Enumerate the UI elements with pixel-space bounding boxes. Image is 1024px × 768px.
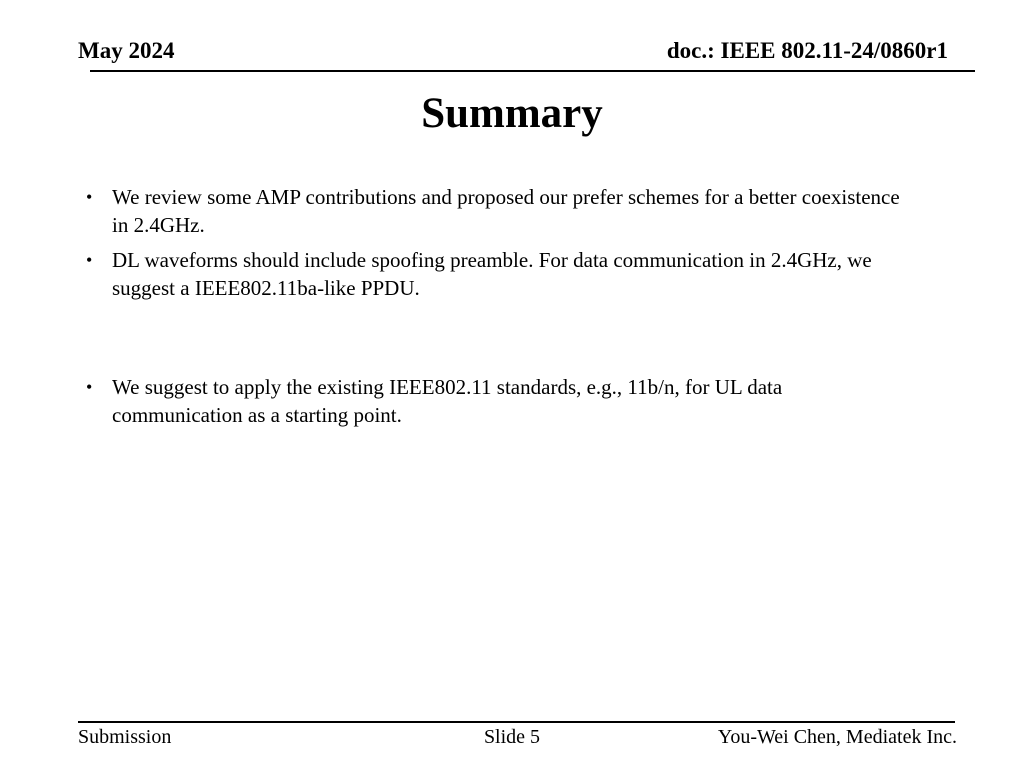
bullet-list (86, 183, 956, 436)
header-rule (90, 70, 975, 72)
footer-submission: Submission (78, 726, 172, 748)
bullet-item (86, 183, 956, 239)
bullet-text: We suggest to apply the existing IEEE802.11 standards, e.g., 11b/n, for UL data communication as a starting point. (112, 375, 783, 427)
bullet-item (86, 373, 956, 429)
footer-slide-number: Slide 5 (483, 726, 541, 748)
header-date: May 2024 (78, 38, 175, 63)
bullet-item (86, 246, 956, 302)
header-doc-number: doc.: IEEE 802.11-24/0860r1 (666, 38, 948, 63)
bullet-marker: • (86, 250, 93, 270)
bullet-text: We review some AMP contributions and proposed our prefer schemes for a better coexistence in 2.4GHz. (112, 185, 900, 237)
footer-rule (78, 721, 955, 723)
slide-title: Summary (421, 90, 603, 137)
bullet-spacer (86, 309, 956, 373)
bullet-marker: • (86, 377, 93, 397)
bullet-marker: • (86, 187, 93, 207)
footer-author: You-Wei Chen, Mediatek Inc. (717, 726, 957, 748)
bullet-text: DL waveforms should include spoofing preamble. For data communication in 2.4GHz, we suggest a IEEE802.11ba-like PPDU. (112, 248, 872, 300)
